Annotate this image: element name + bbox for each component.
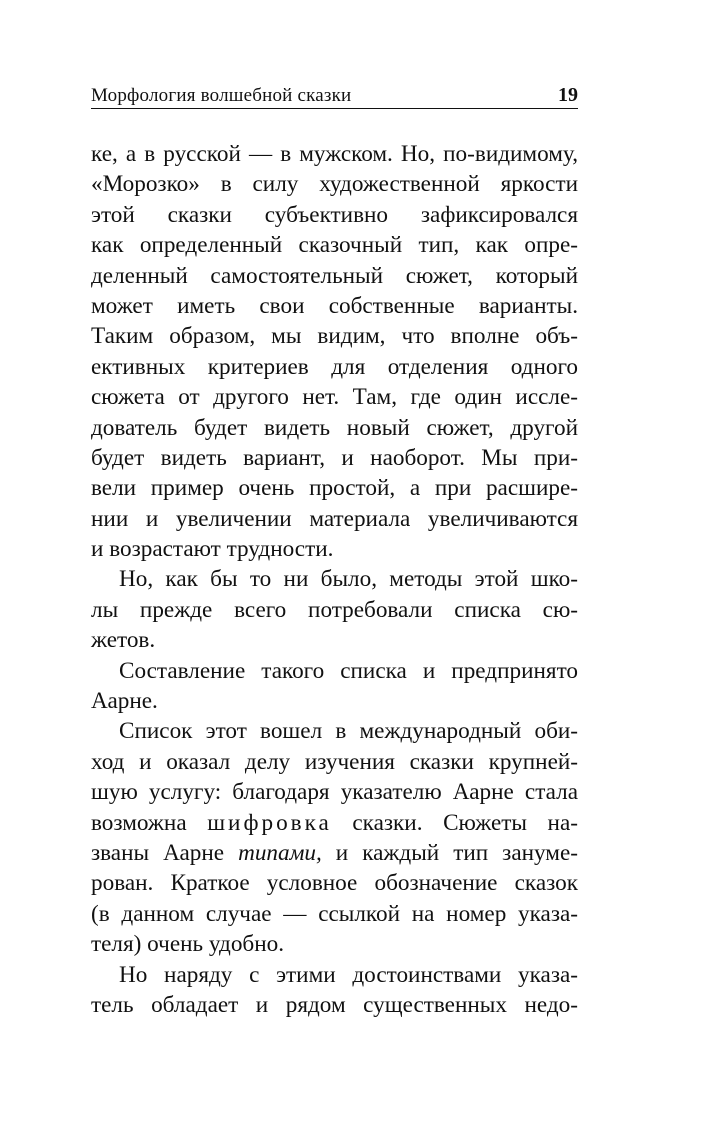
text-line: лы прежде всего потребовали списка сю- [91,596,578,623]
italic-emphasis: типами, [238,839,322,866]
text-line: жетов. [91,627,156,654]
text-line [91,838,578,868]
running-title: Морфология волшебной сказки [91,85,352,106]
text-line: ход и оказал делу изучения сказки крупней- [91,748,578,775]
text-segment: званы Аарне [91,839,239,866]
text-line: теля) очень удобно. [91,931,285,958]
text-line: рован. Краткое условное обозначение сказок [91,870,578,897]
text-segment: и каждый тип зануме- [321,839,578,866]
text-line: этой сказки субъективно зафиксировался [91,201,578,228]
body-text [91,139,578,1020]
text-line: может иметь свои собственные варианты. [91,292,578,319]
paragraph-first-line: Составление такого списка и предпринято [119,657,578,684]
running-header [91,82,578,109]
text-line: как определенный сказочный тип, как опре- [91,232,578,259]
text-line: ке, а в русской — в мужском. Но, по-видимому, [91,141,578,167]
text-line: ективных критериев для отделения одного [91,353,578,380]
text-line: будет видеть вариант, и наоборот. Мы при- [91,444,578,471]
paragraph-first-line: Но наряду с этими достоинствами указа- [119,961,578,988]
text-line: тель обладает и рядом существенных недо- [91,991,578,1018]
spaced-emphasis: шифровка [207,809,332,836]
text-line: и возрастают трудности. [91,536,334,563]
text-line: шую услугу: благодаря указателю Аарне стала [91,779,578,806]
text-line: Аарне. [91,688,158,715]
text-line: (в данном случае — ссылкой на номер указа- [91,900,578,927]
text-line: нии и увеличении материала увеличиваются [91,505,578,532]
page-number: 19 [558,84,578,106]
text-line: вели пример очень простой, а при расшире- [91,475,578,502]
text-segment: сказки. Сюжеты на- [331,809,578,836]
text-line: Таким образом, мы видим, что вполне объ- [91,323,578,350]
text-segment: возможна [91,809,208,836]
text-line: сюжета от другого нет. Там, где один иссле- [91,384,578,411]
text-line: дователь будет видеть новый сюжет, другой [91,414,578,441]
text-line [91,808,578,838]
paragraph-first-line: Но, как бы то ни было, методы этой шко- [119,566,578,593]
text-line: «Морозко» в силу художественной яркости [91,171,578,198]
text-line: деленный самостоятельный сюжет, который [91,262,578,289]
paragraph-first-line: Список этот вошел в международный оби- [119,718,578,745]
